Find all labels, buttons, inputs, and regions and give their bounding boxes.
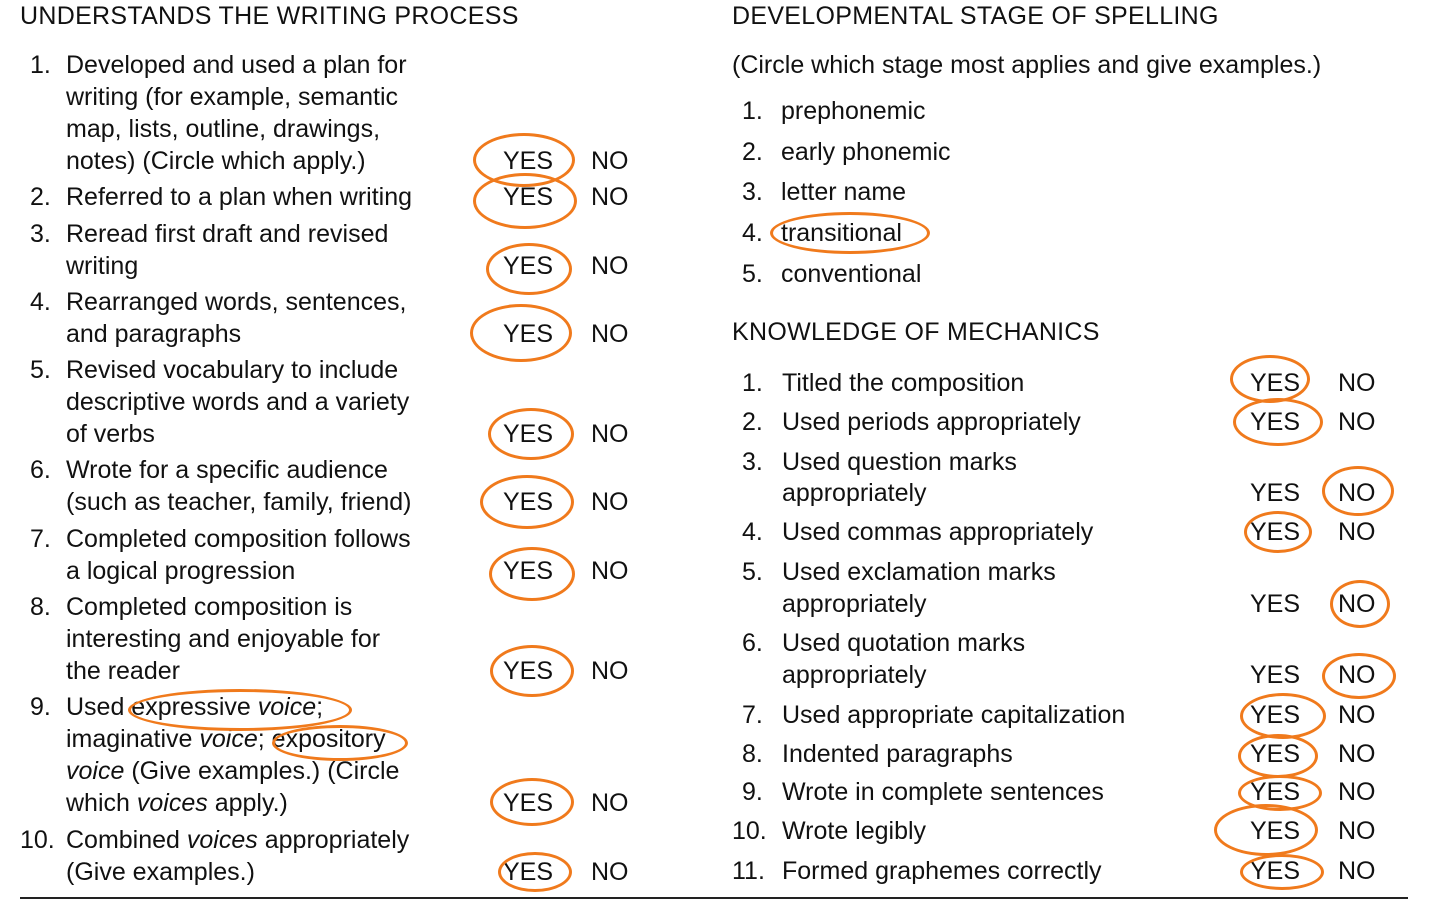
item-line: Wrote in complete sentences: [782, 778, 1104, 806]
item-line: Rearranged words, sentences,: [66, 288, 407, 316]
item-line: appropriately: [782, 479, 927, 507]
item-line: Titled the composition: [782, 369, 1025, 397]
no-option[interactable]: NO: [591, 147, 629, 175]
item-number: 6.: [742, 629, 763, 657]
item-line: appropriately: [782, 661, 927, 689]
item-number: 10.: [20, 826, 55, 854]
item-number: 8.: [742, 740, 763, 768]
item-number: 4.: [742, 518, 763, 546]
yes-option[interactable]: YES: [1250, 740, 1301, 768]
no-option[interactable]: NO: [1338, 479, 1376, 507]
stage-label[interactable]: early phonemic: [781, 138, 951, 166]
item-line: Combined voices appropriately: [66, 826, 410, 854]
item-line: Completed composition is: [66, 593, 353, 621]
no-option[interactable]: NO: [1338, 408, 1376, 436]
spelling-section-heading: DEVELOPMENTAL STAGE OF SPELLING: [732, 2, 1219, 30]
item-line: Used appropriate capitalization: [782, 701, 1126, 729]
no-option[interactable]: NO: [591, 252, 629, 280]
item-line: Used periods appropriately: [782, 408, 1081, 436]
stage-label[interactable]: transitional: [781, 219, 902, 247]
yes-option[interactable]: YES: [1250, 518, 1301, 546]
item-line: Developed and used a plan for: [66, 51, 407, 79]
no-option[interactable]: NO: [591, 420, 629, 448]
no-option[interactable]: NO: [1338, 740, 1376, 768]
no-option[interactable]: NO: [1338, 661, 1376, 689]
item-line: Completed composition follows: [66, 525, 411, 553]
stage-label[interactable]: prephonemic: [781, 97, 926, 125]
no-option[interactable]: NO: [1338, 518, 1376, 546]
item-line: Indented paragraphs: [782, 740, 1013, 768]
stage-number: 1.: [742, 97, 763, 125]
no-option[interactable]: NO: [591, 858, 629, 886]
yes-option[interactable]: YES: [1250, 701, 1301, 729]
yes-option[interactable]: YES: [503, 147, 554, 175]
no-option[interactable]: NO: [1338, 857, 1376, 885]
no-option[interactable]: NO: [591, 657, 629, 685]
yes-option[interactable]: YES: [1250, 817, 1301, 845]
item-line: Used exclamation marks: [782, 558, 1056, 586]
item-number: 10.: [732, 817, 767, 845]
spelling-instruction: (Circle which stage most applies and give examples.): [732, 51, 1322, 79]
item-number: 1.: [30, 51, 51, 79]
yes-option[interactable]: YES: [503, 657, 554, 685]
item-line: map, lists, outline, drawings,: [66, 115, 381, 143]
no-option[interactable]: NO: [591, 557, 629, 585]
item-number: 2.: [742, 408, 763, 436]
item-line: Used quotation marks: [782, 629, 1026, 657]
yes-option[interactable]: YES: [1250, 479, 1301, 507]
item-number: 5.: [30, 356, 51, 384]
stage-number: 5.: [742, 260, 763, 288]
stage-number: 4.: [742, 219, 763, 247]
item-number: 1.: [742, 369, 763, 397]
yes-option[interactable]: YES: [1250, 661, 1301, 689]
item-line: of verbs: [66, 420, 155, 448]
item-line: the reader: [66, 657, 180, 685]
item-line: Revised vocabulary to include: [66, 356, 399, 384]
item-line: Wrote for a specific audience: [66, 456, 388, 484]
item-line: descriptive words and a variety: [66, 388, 410, 416]
stage-label[interactable]: letter name: [781, 178, 907, 206]
yes-option[interactable]: YES: [503, 557, 554, 585]
yes-option[interactable]: YES: [503, 252, 554, 280]
item-line: which voices apply.): [66, 789, 288, 817]
item-line: voice (Give examples.) (Circle: [66, 757, 400, 785]
no-option[interactable]: NO: [591, 320, 629, 348]
item-number: 9.: [30, 693, 51, 721]
stage-number: 2.: [742, 138, 763, 166]
item-line: imaginative voice; expository: [66, 725, 386, 753]
yes-option[interactable]: YES: [503, 420, 554, 448]
stage-number: 3.: [742, 178, 763, 206]
item-line: Used question marks: [782, 448, 1017, 476]
item-number: 5.: [742, 558, 763, 586]
no-option[interactable]: NO: [591, 183, 629, 211]
item-number: 3.: [742, 448, 763, 476]
yes-option[interactable]: YES: [503, 183, 554, 211]
no-option[interactable]: NO: [1338, 701, 1376, 729]
yes-option[interactable]: YES: [503, 789, 554, 817]
no-option[interactable]: NO: [1338, 817, 1376, 845]
item-line: writing: [66, 252, 139, 280]
item-number: 8.: [30, 593, 51, 621]
item-number: 7.: [742, 701, 763, 729]
yes-option[interactable]: YES: [503, 320, 554, 348]
item-line: Reread first draft and revised: [66, 220, 389, 248]
item-line: Formed graphemes correctly: [782, 857, 1102, 885]
item-line: Referred to a plan when writing: [66, 183, 413, 211]
item-line: a logical progression: [66, 557, 296, 585]
item-line: Used commas appropriately: [782, 518, 1094, 546]
item-line: writing (for example, semantic: [66, 83, 399, 111]
item-number: 9.: [742, 778, 763, 806]
no-option[interactable]: NO: [591, 488, 629, 516]
item-number: 11.: [732, 857, 765, 885]
item-number: 4.: [30, 288, 51, 316]
item-line: (Give examples.): [66, 858, 255, 886]
no-option[interactable]: NO: [591, 789, 629, 817]
item-number: 3.: [30, 220, 51, 248]
item-line: interesting and enjoyable for: [66, 625, 381, 653]
item-number: 2.: [30, 183, 51, 211]
stage-label[interactable]: conventional: [781, 260, 922, 288]
no-option[interactable]: NO: [1338, 778, 1376, 806]
yes-option[interactable]: YES: [1250, 778, 1301, 806]
no-option[interactable]: NO: [1338, 369, 1376, 397]
item-line: Wrote legibly: [782, 817, 927, 845]
no-option[interactable]: NO: [1338, 590, 1376, 618]
yes-option[interactable]: YES: [1250, 590, 1301, 618]
yes-option[interactable]: YES: [1250, 408, 1301, 436]
item-number: 6.: [30, 456, 51, 484]
left-section-heading: UNDERSTANDS THE WRITING PROCESS: [20, 2, 519, 30]
item-number: 7.: [30, 525, 51, 553]
item-line: (such as teacher, family, friend): [66, 488, 412, 516]
item-line: appropriately: [782, 590, 927, 618]
bottom-divider: [20, 897, 1408, 899]
yes-option[interactable]: YES: [1250, 369, 1301, 397]
yes-option[interactable]: YES: [1250, 857, 1301, 885]
item-line: Used expressive voice;: [66, 693, 324, 721]
yes-option[interactable]: YES: [503, 858, 554, 886]
mechanics-section-heading: KNOWLEDGE OF MECHANICS: [732, 318, 1100, 346]
yes-option[interactable]: YES: [503, 488, 554, 516]
item-line: notes) (Circle which apply.): [66, 147, 366, 175]
item-line: and paragraphs: [66, 320, 242, 348]
